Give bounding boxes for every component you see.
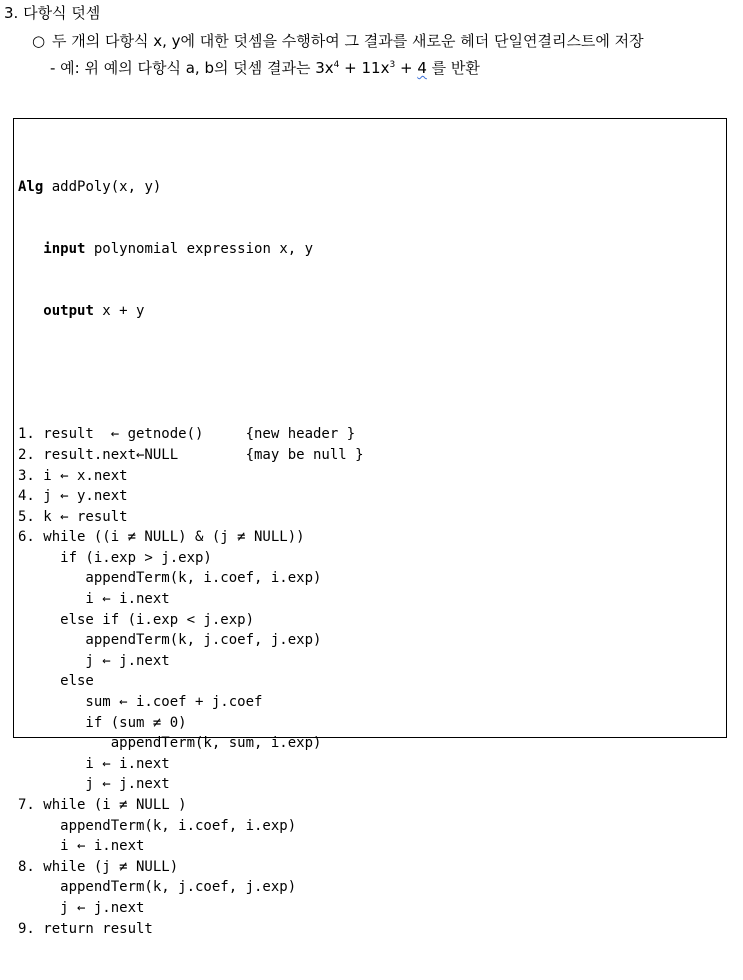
algorithm-step-line: 2. result.next←NULL {may be null } xyxy=(18,446,364,463)
algorithm-step-line: i ← i.next xyxy=(18,838,145,855)
output-keyword: output xyxy=(43,302,94,319)
algorithm-step-line: appendTerm(k, j.coef, j.exp) xyxy=(18,879,297,896)
bullet-marker: ○ xyxy=(32,32,46,50)
algorithm-code xyxy=(18,136,364,980)
algorithm-step-line: if (i.exp > j.exp) xyxy=(18,549,212,566)
example-constant: 4 xyxy=(417,59,427,77)
example-line xyxy=(50,58,480,78)
algorithm-step-line: j ← j.next xyxy=(18,899,145,916)
algorithm-step-line: appendTerm(k, i.coef, i.exp) xyxy=(18,570,322,587)
algorithm-step-line: 7. while (i ≠ NULL ) xyxy=(18,797,187,813)
example-exponent-1: 4 xyxy=(333,60,340,70)
algorithm-step-line: sum ← i.coef + j.coef xyxy=(18,694,263,711)
algorithm-step-line: appendTerm(k, sum, i.exp) xyxy=(18,735,322,752)
algorithm-step-line: 1. result ← getnode() {new header } xyxy=(18,426,356,443)
algorithm-step-line: 5. k ← result xyxy=(18,508,128,525)
example-middle: + 11x xyxy=(339,59,390,77)
bullet-item xyxy=(32,31,644,51)
bullet-text: 두 개의 다항식 x, y에 대한 덧셈을 수행하여 그 결과를 새로운 헤더 단일연결리스트에 저장 xyxy=(52,32,644,50)
input-keyword: input xyxy=(43,240,86,257)
algorithm-step-line: j ← j.next xyxy=(18,776,170,793)
alg-keyword: Alg xyxy=(18,179,44,196)
alg-header-line xyxy=(18,177,364,198)
example-suffix: 를 반환 xyxy=(426,59,480,77)
input-text: polynomial expression x, y xyxy=(85,240,314,257)
algorithm-step-line: 6. while ((i ≠ NULL) & (j ≠ NULL)) xyxy=(18,529,305,546)
algorithm-step-line: 3. i ← x.next xyxy=(18,467,128,484)
algorithm-step-line: else if (i.exp < j.exp) xyxy=(18,611,255,628)
example-exponent-2: 3 xyxy=(389,60,396,70)
algorithm-step-line: i ← i.next xyxy=(18,591,170,608)
algorithm-step-line: if (sum ≠ 0) xyxy=(18,714,187,731)
algorithm-step-line: 4. j ← y.next xyxy=(18,488,128,505)
algorithm-step-line: 9. return result xyxy=(18,920,153,937)
algorithm-steps xyxy=(18,424,364,939)
algorithm-box xyxy=(13,118,727,937)
example-plus: + xyxy=(395,59,418,77)
algorithm-step-line: 8. while (j ≠ NULL) xyxy=(18,858,179,875)
blank-line xyxy=(18,363,364,384)
alg-name: addPoly(x, y) xyxy=(43,179,162,196)
section-heading: 3. 다항식 덧셈 xyxy=(4,4,101,22)
alg-output-line xyxy=(18,301,364,322)
algorithm-step-line: else xyxy=(18,673,94,690)
algorithm-step-line: j ← j.next xyxy=(18,652,170,669)
algorithm-step-line: appendTerm(k, i.coef, i.exp) xyxy=(18,817,297,834)
algorithm-step-line: i ← i.next xyxy=(18,755,170,772)
algorithm-step-line: appendTerm(k, j.coef, j.exp) xyxy=(18,632,322,649)
output-text: x + y xyxy=(93,302,145,319)
example-prefix: - 예: 위 예의 다항식 a, b의 덧셈 결과는 3x xyxy=(50,59,334,77)
alg-input-line xyxy=(18,239,364,260)
